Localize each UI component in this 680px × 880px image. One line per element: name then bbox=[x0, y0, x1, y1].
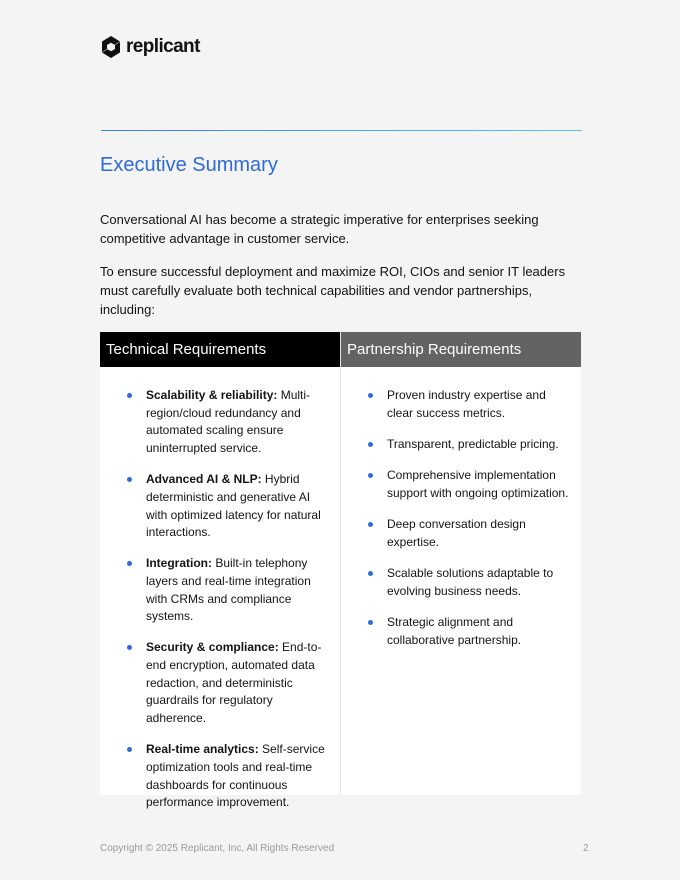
technical-item bbox=[146, 555, 334, 626]
partnership-item: Comprehensive implementation support with ongoing optimization. bbox=[387, 467, 575, 502]
technical-item-term: Scalability & reliability: bbox=[146, 388, 278, 402]
header-divider bbox=[101, 130, 582, 131]
intro-paragraph-2: To ensure successful deployment and maximize ROI, CIOs and senior IT leaders must carefully evaluate both technical capabilities and vendor partnerships, including: bbox=[100, 264, 566, 317]
page-title: Executive Summary bbox=[100, 154, 278, 176]
intro-paragraph-1: Conversational AI has become a strategic imperative for enterprises seeking competitive advantage in customer service. bbox=[100, 212, 539, 246]
page-number: 2 bbox=[583, 843, 589, 854]
technical-item-text: Built-in telephony layers and real-time integration with CRMs and compliance systems. bbox=[146, 556, 311, 624]
replicant-logo-mark-icon bbox=[100, 35, 122, 59]
technical-item-text: End-to-end encryption, automated data redaction, and deterministic guardrails for regulatory adherence. bbox=[146, 640, 322, 726]
brand-name: replicant bbox=[126, 36, 200, 57]
technical-header: Technical Requirements bbox=[100, 332, 340, 367]
technical-item-text: Self-service optimization tools and real-time dashboards for continuous performance improvement. bbox=[146, 742, 325, 810]
partnership-item: Proven industry expertise and clear success metrics. bbox=[387, 387, 575, 422]
technical-item-text: Multi-region/cloud redundancy and automated scaling ensure uninterrupted service. bbox=[146, 388, 311, 456]
partnership-item: Strategic alignment and collaborative partnership. bbox=[387, 614, 575, 649]
technical-item-term: Real-time analytics: bbox=[146, 742, 259, 757]
technical-item bbox=[146, 471, 334, 542]
technical-list bbox=[100, 367, 340, 812]
partnership-item: Transparent, predictable pricing. bbox=[387, 436, 575, 454]
partnership-item: Scalable solutions adaptable to evolving business needs. bbox=[387, 565, 575, 600]
partnership-item: Deep conversation design expertise. bbox=[387, 516, 575, 551]
partnership-list bbox=[341, 367, 581, 650]
partnership-column bbox=[340, 332, 581, 795]
replicant-logo bbox=[100, 35, 200, 59]
technical-item-term: Advanced AI & NLP: bbox=[146, 472, 262, 487]
technical-item-term: Security & compliance: bbox=[146, 640, 279, 655]
technical-item-term: Integration: bbox=[146, 556, 212, 571]
technical-item bbox=[146, 639, 334, 728]
requirements-table bbox=[100, 332, 581, 810]
technical-column bbox=[100, 332, 340, 810]
technical-item-text: Hybrid deterministic and generative AI with optimized latency for natural interactions. bbox=[146, 472, 321, 540]
footer-copyright: Copyright © 2025 Replicant, Inc, All Rights Reserved bbox=[100, 843, 335, 854]
technical-item bbox=[146, 387, 334, 458]
partnership-header: Partnership Requirements bbox=[341, 332, 581, 367]
technical-item bbox=[146, 741, 334, 812]
